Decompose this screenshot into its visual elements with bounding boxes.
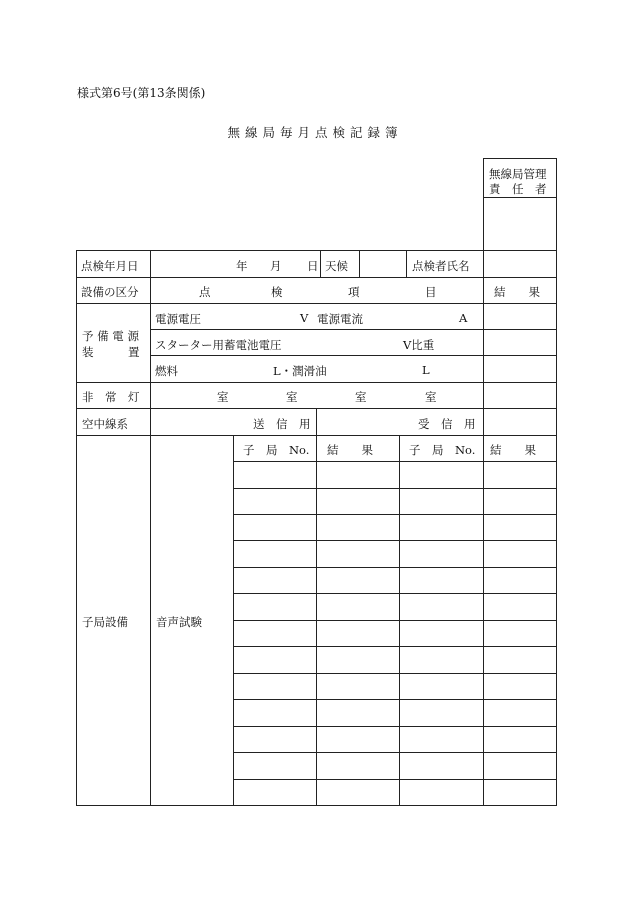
slave-row-line (233, 673, 557, 674)
slave-row-line (233, 699, 557, 700)
emergency-light-label: 非 常 灯 (82, 390, 140, 404)
inspector-field[interactable] (484, 251, 556, 277)
result-field-voltage[interactable] (484, 304, 556, 329)
slave-row-line (233, 646, 557, 647)
manager-label-2: 責 任 者 (489, 182, 547, 196)
table-left (76, 250, 77, 806)
lubricant-unit: L (422, 363, 430, 377)
room-label-4: 室 (425, 390, 437, 404)
result-field-emergency[interactable] (484, 383, 556, 408)
col-line-result1 (399, 435, 400, 806)
slave-row-line (233, 488, 557, 489)
room-label-1: 室 (217, 390, 229, 404)
slave-row-line (233, 726, 557, 727)
fuel-label: 燃料 (155, 364, 178, 378)
room-label-2: 室 (286, 390, 298, 404)
slave-row-line (233, 752, 557, 753)
weather-field[interactable] (360, 251, 406, 277)
weather-label: 天候 (325, 259, 348, 273)
voltage-label: 電源電圧 (155, 312, 201, 326)
slave-row-line (233, 567, 557, 568)
antenna-label: 空中線系 (82, 417, 128, 431)
slave-row-line (233, 593, 557, 594)
inspection-date-label: 点検年月日 (81, 259, 139, 273)
station-no-header-2: 子 局 No. (409, 443, 476, 457)
manager-label-1: 無線局管理 (489, 167, 547, 181)
starter-battery-label: スターター用蓄電池電圧 (155, 338, 282, 352)
result-field-antenna[interactable] (484, 409, 556, 435)
manager-signature-field[interactable] (484, 198, 556, 250)
slave-row-line (233, 540, 557, 541)
slave-row-line (233, 514, 557, 515)
result-field-fuel[interactable] (484, 356, 556, 382)
items-header-1: 点 (199, 285, 211, 299)
send-label: 送 信 用 (253, 417, 311, 431)
voice-test-label: 音声試験 (156, 615, 202, 629)
form-id: 様式第6号(第13条関係) (77, 86, 206, 100)
lubricant-label: L・潤滑油 (273, 364, 327, 378)
slave-row-line (233, 461, 557, 462)
items-header-3: 項 (348, 285, 360, 299)
day-label: 日 (307, 259, 319, 273)
station-no-header-1: 子 局 No. (243, 443, 310, 457)
items-header-4: 目 (425, 285, 437, 299)
col-line-station1 (316, 435, 317, 806)
col-line-weather (320, 250, 321, 277)
category-header: 設備の区分 (81, 285, 139, 299)
col-line-category (150, 250, 151, 806)
row-line (76, 277, 557, 278)
manager-box-top (483, 158, 557, 159)
slave-equipment-label: 子局設備 (82, 615, 128, 629)
page-title: 無線局毎月点検記録簿 (227, 125, 403, 140)
result-field-battery[interactable] (484, 330, 556, 355)
inspector-label: 点検者氏名 (412, 259, 470, 273)
result-header: 結 果 (494, 285, 540, 299)
result-header-1: 結 果 (327, 443, 373, 457)
backup-power-label-2: 装 置 (82, 345, 140, 359)
current-label: 電源電流 (317, 312, 363, 326)
date-field[interactable] (151, 251, 320, 277)
items-header-2: 検 (271, 285, 283, 299)
backup-power-label-1: 予 備 電 源 (82, 329, 139, 343)
receive-label: 受 信 用 (418, 417, 476, 431)
slave-row-line (233, 779, 557, 780)
month-label: 月 (270, 259, 282, 273)
specific-gravity-label: V比重 (403, 338, 435, 352)
col-line-antenna (316, 408, 317, 435)
result-header-2: 結 果 (490, 443, 536, 457)
current-unit: A (459, 311, 468, 325)
table-right (556, 250, 557, 806)
col-line-test (233, 435, 234, 806)
room-label-3: 室 (355, 390, 367, 404)
voltage-unit: V (300, 311, 309, 325)
col-line-inspector (406, 250, 407, 277)
year-label: 年 (236, 259, 248, 273)
slave-row-line (233, 620, 557, 621)
manager-box-right (556, 158, 557, 250)
